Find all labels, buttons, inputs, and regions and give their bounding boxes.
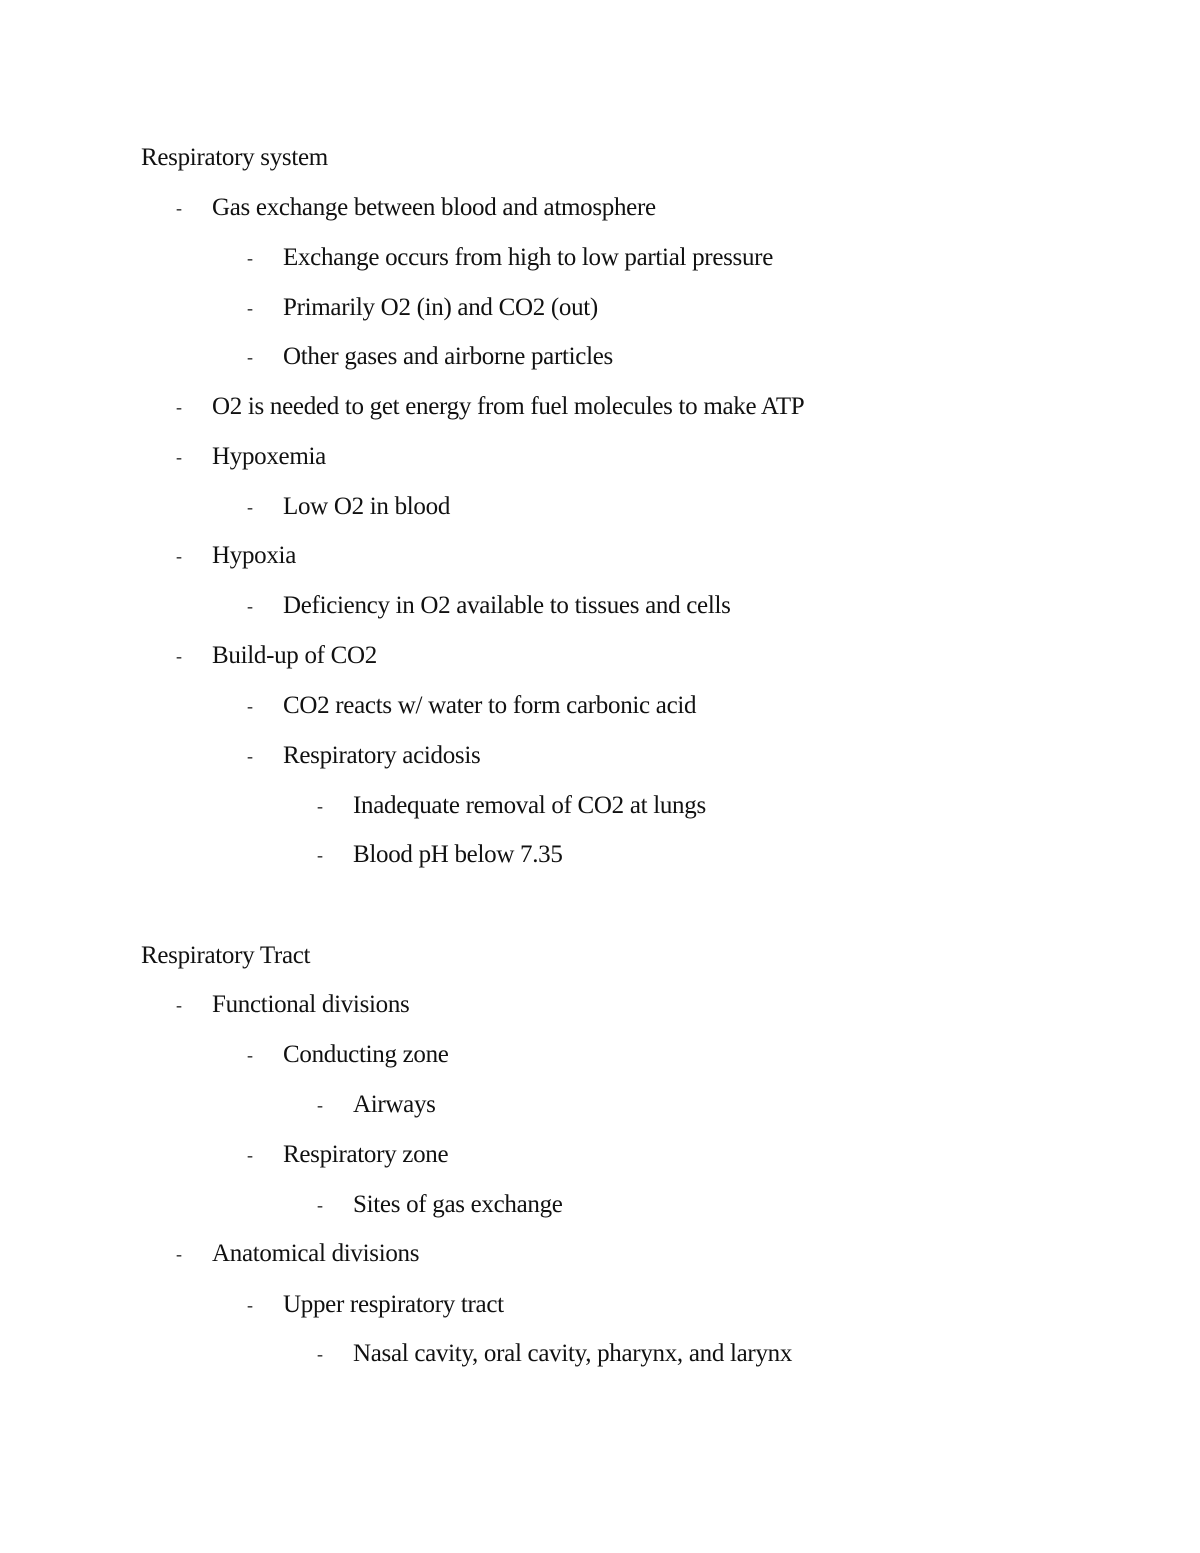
list-item-text: Blood pH below 7.35 <box>353 841 563 868</box>
list-item-text: Exchange occurs from high to low partial pressure <box>283 244 774 271</box>
list-item-text: Upper respiratory tract <box>283 1291 504 1318</box>
bullet-dash: - <box>317 845 323 865</box>
bullet-dash: - <box>176 546 182 566</box>
bullet-dash: - <box>247 298 253 318</box>
list-item-text: Nasal cavity, oral cavity, pharynx, and larynx <box>353 1340 793 1367</box>
bullet-dash: - <box>317 1344 323 1364</box>
list-item-text: Gas exchange between blood and atmosphere <box>212 194 656 221</box>
section-heading: Respiratory Tract <box>141 942 311 969</box>
list-item-text: Airways <box>353 1091 436 1118</box>
section-heading: Respiratory system <box>141 144 328 171</box>
bullet-dash: - <box>247 746 253 766</box>
bullet-dash: - <box>317 1195 323 1215</box>
list-item-text: Other gases and airborne particles <box>283 343 613 370</box>
bullet-dash: - <box>176 1244 182 1264</box>
list-item-text: Functional divisions <box>212 991 410 1018</box>
bullet-dash: - <box>176 447 182 467</box>
list-item-text: Respiratory zone <box>283 1141 449 1168</box>
list-item-text: Respiratory acidosis <box>283 742 481 769</box>
bullet-dash: - <box>317 796 323 816</box>
bullet-dash: - <box>247 347 253 367</box>
bullet-dash: - <box>247 1045 253 1065</box>
bullet-dash: - <box>247 497 253 517</box>
list-item-text: Hypoxia <box>212 542 296 569</box>
bullet-dash: - <box>247 1295 253 1315</box>
bullet-dash: - <box>176 646 182 666</box>
list-item-text: Deficiency in O2 available to tissues and cells <box>283 592 731 619</box>
list-item-text: O2 is needed to get energy from fuel molecules to make ATP <box>212 393 805 420</box>
bullet-dash: - <box>317 1095 323 1115</box>
list-item-text: Primarily O2 (in) and CO2 (out) <box>283 294 598 321</box>
bullet-dash: - <box>247 696 253 716</box>
bullet-dash: - <box>247 248 253 268</box>
list-item-text: Inadequate removal of CO2 at lungs <box>353 792 706 819</box>
bullet-dash: - <box>176 198 182 218</box>
list-item-text: Low O2 in blood <box>283 493 451 520</box>
bullet-dash: - <box>176 397 182 417</box>
bullet-dash: - <box>247 1145 253 1165</box>
list-item-text: CO2 reacts w/ water to form carbonic acid <box>283 692 697 719</box>
list-item-text: Conducting zone <box>283 1041 449 1068</box>
bullet-dash: - <box>247 596 253 616</box>
bullet-dash: - <box>176 995 182 1015</box>
list-item-text: Hypoxemia <box>212 443 326 470</box>
list-item-text: Anatomical divisions <box>212 1240 420 1267</box>
list-item-text: Sites of gas exchange <box>353 1191 563 1218</box>
list-item-text: Build-up of CO2 <box>212 642 377 669</box>
